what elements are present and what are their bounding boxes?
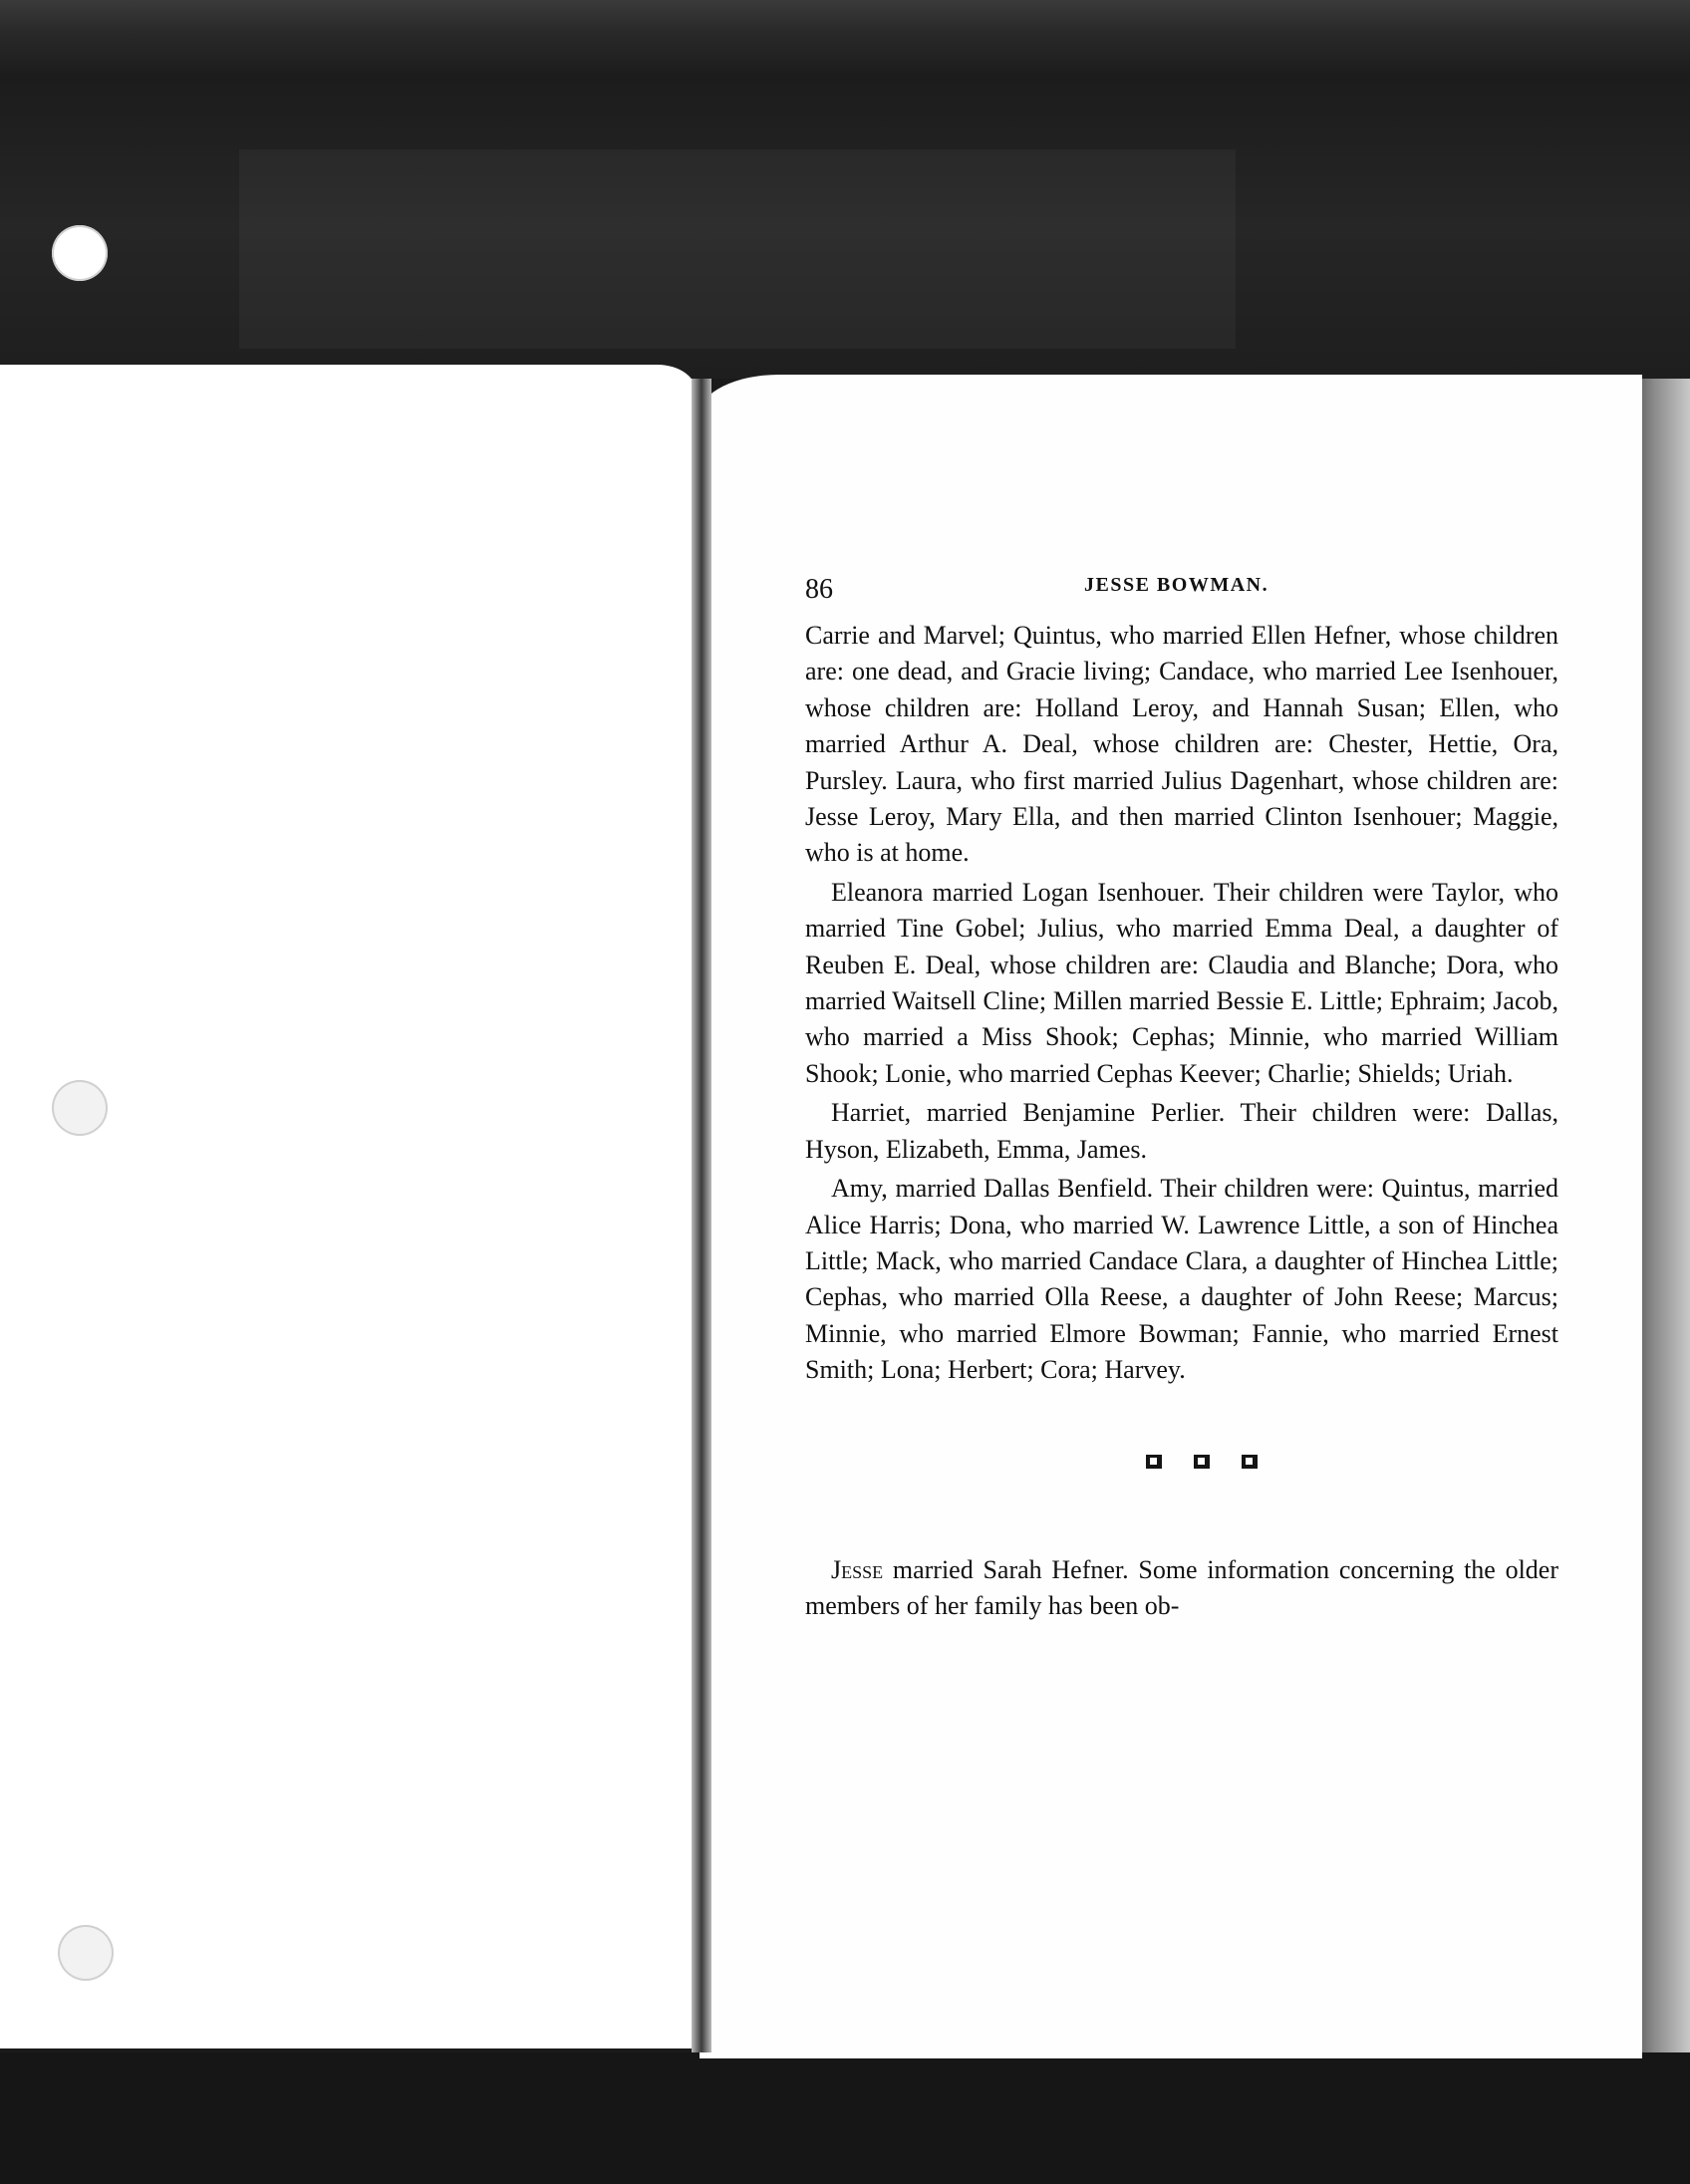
left-blank-page [0, 365, 698, 2048]
book-page-edges [1634, 379, 1690, 2052]
dark-scan-border-top [0, 0, 1690, 379]
punch-hole-bottom [58, 1925, 114, 1981]
punch-hole-top [52, 225, 108, 281]
ornament-glyph-icon [1194, 1455, 1210, 1469]
page-number: 86 [805, 574, 833, 605]
ornament-glyph-icon [1146, 1455, 1162, 1469]
section-break-ornament [805, 1455, 1558, 1469]
paragraph-continued: Carrie and Marvel; Quintus, who married Ellen Hefner, whose children are: one dead, and Gracie living; Candace, who married Lee Isenhouer, whose children are: Holland Leroy, and Hannah Susan; Ellen, who married Arthur A. Deal, whose children are: Chester, Hettie, Ora, Pursley. Laura, who first married Julius Dagenhart, whose children are: Jesse Leroy, Mary Ella, and then married Clinton Isenhouer; Maggie, who is at home. [805, 621, 1558, 868]
punch-hole-middle [52, 1080, 108, 1136]
paragraph-jesse [805, 1552, 1558, 1625]
book-gutter [692, 379, 711, 2052]
ornament-glyph-icon [1242, 1455, 1258, 1469]
paragraph-lead-word: Jesse [831, 1554, 884, 1584]
running-head [805, 558, 1558, 618]
paragraph-rest: married Sarah Hefner. Some information concerning the older members of her family has been ob- [805, 1554, 1558, 1620]
book-shelf-shadow [239, 149, 1236, 349]
paragraph-eleanora: Eleanora married Logan Isenhouer. Their children were Taylor, who married Tine Gobel; Julius, who married Emma Deal, a daughter of Reuben E. Deal, whose children are: Claudia and Blanche; Dora, who married Waitsell Cline; Millen married Bessie E. Little; Ephraim; Jacob, who married a Miss Shook; Cephas; Minnie, who married William Shook; Lonie, who married Cephas Keever; Charlie; Shields; Uriah. [805, 877, 1558, 1088]
page-text-block [805, 558, 1558, 1627]
paragraph-harriet: Harriet, married Benjamine Perlier. Their children were: Dallas, Hyson, Elizabeth, Emma, James. [805, 1098, 1558, 1164]
dark-scan-border-bottom [0, 2052, 1690, 2184]
paragraph-amy: Amy, married Dallas Benfield. Their children were: Quintus, married Alice Harris; Dona, who married W. Lawrence Little, a son of Hinchea Little; Mack, who married Candace Clara, a daughter of Hinchea Little; Cephas, who married Olla Reese, a daughter of John Reese; Marcus; Minnie, who married Elmore Bowman; Fannie, who married Ernest Smith; Lona; Herbert; Cora; Harvey. [805, 1174, 1558, 1385]
header-title: JESSE BOWMAN. [1084, 574, 1269, 596]
